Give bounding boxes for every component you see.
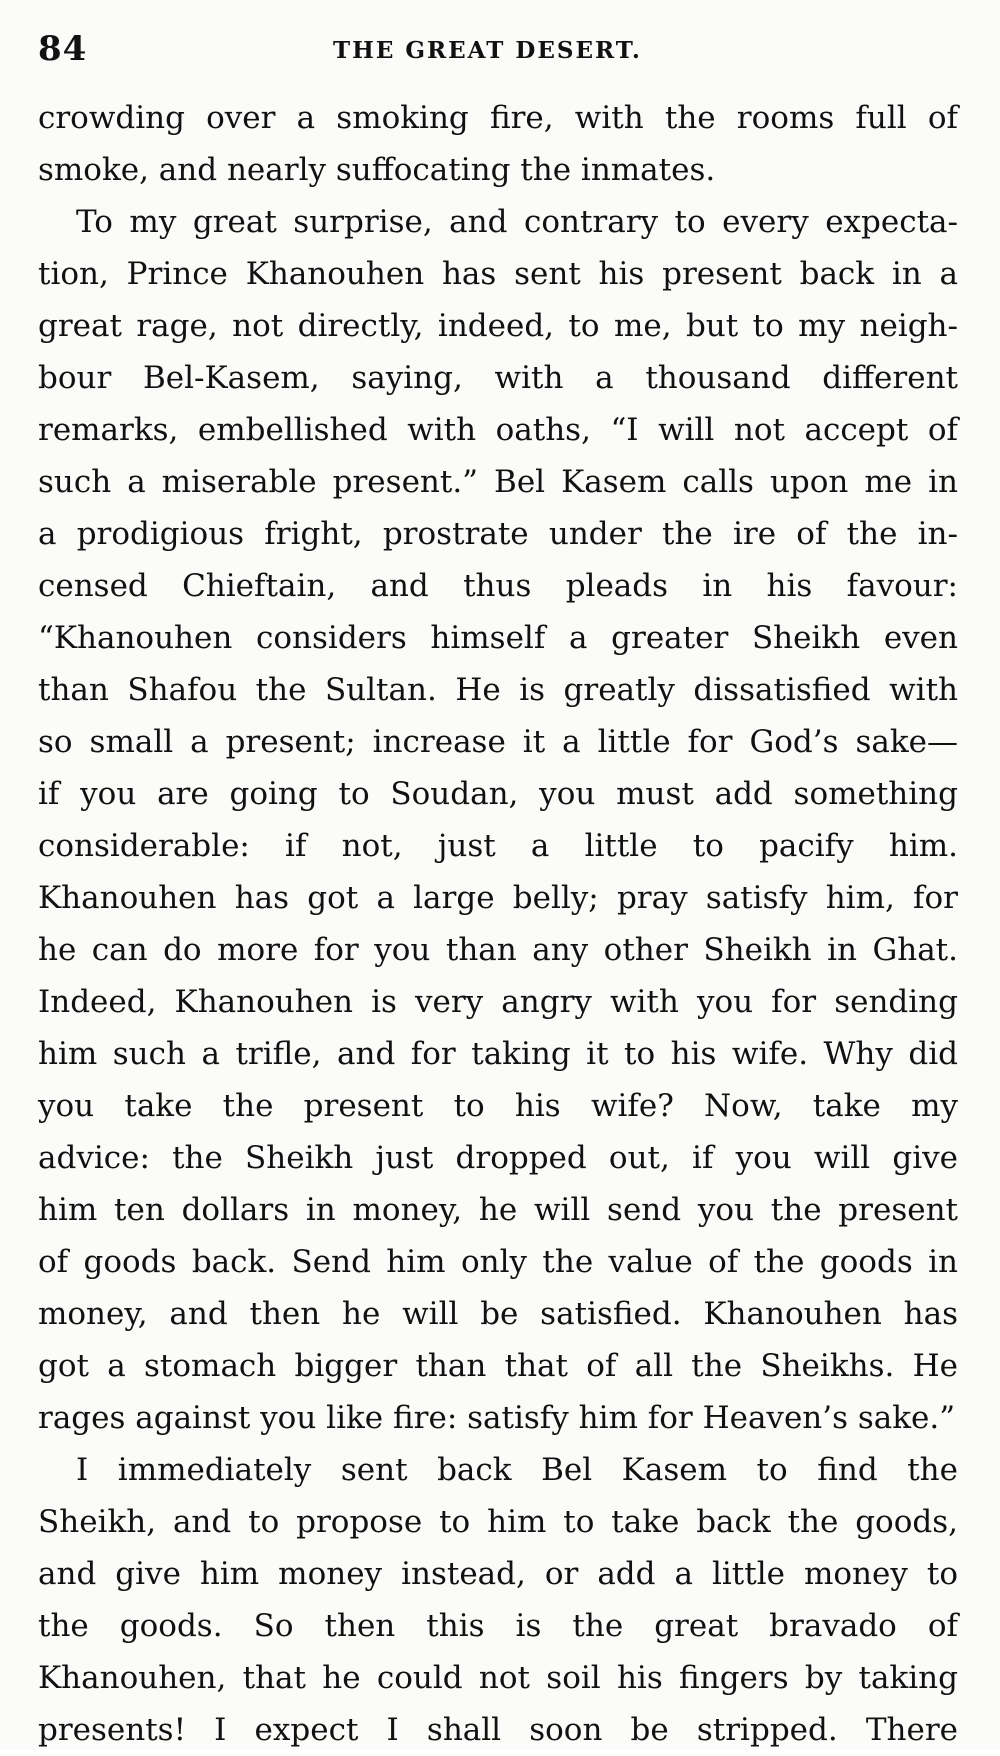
text-line: and give him money instead, or add a little money to xyxy=(38,1556,958,1592)
text-line: crowding over a smoking fire, with the rooms full of xyxy=(38,100,958,136)
text-line: so small a present; increase it a little for God’s sake— xyxy=(38,724,958,760)
text-line: Khanouhen has got a large belly; pray satisfy him, for xyxy=(38,880,958,916)
text-line: rages against you like fire: satisfy him for Heaven’s sake.” xyxy=(38,1400,956,1436)
text-line: got a stomach bigger than that of all the Sheikhs. He xyxy=(38,1348,958,1384)
text-line: To my great surprise, and contrary to every expecta- xyxy=(76,204,958,240)
text-line: Khanouhen, that he could not soil his fingers by taking xyxy=(38,1660,958,1696)
text-line: tion, Prince Khanouhen has sent his present back in a xyxy=(38,256,958,292)
text-line: Indeed, Khanouhen is very angry with you for sending xyxy=(38,984,958,1020)
text-line: remarks, embellished with oaths, “I will not accept of xyxy=(38,412,958,448)
page-number: 84 xyxy=(38,29,88,69)
text-line: of goods back. Send him only the value of the goods in xyxy=(38,1244,958,1280)
text-line: if you are going to Soudan, you must add something xyxy=(38,776,958,812)
text-line: smoke, and nearly suffocating the inmates. xyxy=(38,152,716,188)
text-line: he can do more for you than any other Sheikh in Ghat. xyxy=(38,932,958,968)
text-line: you take the present to his wife? Now, take my xyxy=(38,1088,958,1124)
text-line: censed Chieftain, and thus pleads in his favour: xyxy=(38,568,958,604)
text-line: him such a trifle, and for taking it to his wife. Why did xyxy=(38,1036,958,1072)
text-line: a prodigious fright, prostrate under the ire of the in- xyxy=(38,516,958,552)
body-text xyxy=(38,92,958,1756)
text-line: Sheikh, and to propose to him to take back the goods, xyxy=(38,1504,958,1540)
text-line: the goods. So then this is the great bravado of xyxy=(38,1608,958,1644)
text-line: such a miserable present.” Bel Kasem calls upon me in xyxy=(38,464,958,500)
text-line: bour Bel-Kasem, saying, with a thousand different xyxy=(38,360,958,396)
text-line: him ten dollars in money, he will send you the present xyxy=(38,1192,958,1228)
text-line: “Khanouhen considers himself a greater Sheikh even xyxy=(38,620,958,656)
text-line: advice: the Sheikh just dropped out, if you will give xyxy=(38,1140,958,1176)
text-line: money, and then he will be satisfied. Khanouhen has xyxy=(38,1296,958,1332)
text-line: I immediately sent back Bel Kasem to find the xyxy=(76,1452,958,1488)
running-head: THE GREAT DESERT. xyxy=(333,37,642,64)
text-line: than Shafou the Sultan. He is greatly dissatisfied with xyxy=(38,672,958,708)
text-line: presents! I expect I shall soon be stripped. There xyxy=(38,1712,958,1748)
text-line: considerable: if not, just a little to pacify him. xyxy=(38,828,958,864)
text-line: great rage, not directly, indeed, to me, but to my neigh- xyxy=(38,308,958,344)
page-header xyxy=(38,24,958,74)
